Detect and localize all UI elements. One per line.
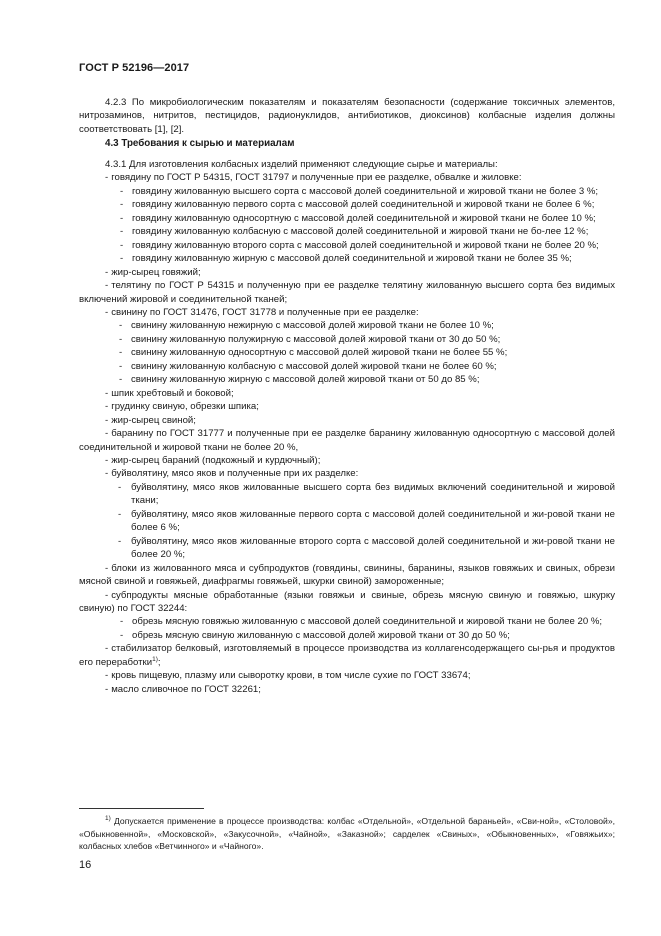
footnote-text: Допускается применение в процессе производства: колбас «Отдельной», «Отдельной бараньей», «Сви-ной», «Столовой», «Обыкновенной», «Московской», «Закусочной», «Чайной», «Заказной»; сарделек «Свиных», «Обыкновенных», «Говяжьих»; колбасных хлебов «Ветчинного» и «Чайного». [79, 816, 615, 851]
list-item: - свинину по ГОСТ 31476, ГОСТ 31778 и полученные при ее разделке: [105, 306, 419, 318]
list-item: - жир-сырец свиной; [105, 414, 196, 426]
list-item: - стабилизатор белковый, изготовляемый в процессе производства из коллагенсодержащего сы-рья и продуктов его переработки$^{1)}$; [79, 643, 615, 668]
section-heading-4-3: 4.3 Требования к сырью и материалам [105, 138, 295, 149]
footnote-separator [79, 808, 204, 809]
list-item: - говядину жилованную односортную с массовой долей соединительной и жировой ткани не более 10 %; [120, 212, 596, 224]
list-item: - буйволятину, мясо яков жилованные первого сорта с массовой долей соединительной и жи-ровой ткани не более 6 %; [118, 508, 615, 534]
list-item: - кровь пищевую, плазму или сыворотку крови, в том числе сухие по ГОСТ 33674; [105, 670, 471, 682]
list-item: - свинину жилованную полужирную с массовой долей жировой ткани от 30 до 50 %; [119, 333, 501, 345]
list-item: - говядину жилованную второго сорта с массовой долей соединительной и жировой ткани не более 20 %; [120, 239, 599, 251]
paragraph-4-2-3 [79, 96, 615, 136]
page-number: 16 [79, 859, 92, 871]
list-item: - буйволятину, мясо яков жилованные высшего сорта без видимых включений соединительной и жировой ткани; [118, 481, 615, 507]
footnote [79, 815, 615, 853]
list-item: - свинину жилованную жирную с массовой долей жировой ткани от 50 до 85 %; [119, 374, 480, 386]
materials-list [79, 158, 615, 696]
list-item: - буйволятину, мясо яков жилованные второго сорта с массовой долей соединительной и жи-ровой ткани не более 20 %; [118, 535, 615, 561]
list-item: - жир-сырец говяжий; [105, 266, 201, 278]
list-item: - субпродукты мясные обработанные (языки говяжьи и свиные, обрезь мясную свиную и говяжью, шкурку свиную) по ГОСТ 32244: [79, 589, 615, 614]
list-item: - обрезь мясную свиную жилованную с массовой долей жировой ткани от 30 до 50 %; [120, 629, 510, 641]
list-item: - говядину жилованную первого сорта с массовой долей соединительной и жировой ткани не более 6 %; [120, 199, 595, 211]
paragraph-4-2-3-text: 4.2.3 По микробиологическим показателям и показателям безопасности (содержание токсичных элементов, нитрозаминов, нитритов, пестицидов, радионуклидов, антибиотиков, диоксинов) колбасные изделия должны соответствовать [1], [2]. [79, 97, 615, 135]
footnote-reference: 1) [152, 655, 158, 663]
list-item: - свинину жилованную нежирную с массовой долей жировой ткани не более 10 %; [119, 320, 494, 332]
list-item: - говядину жилованную высшего сорта с массовой долей соединительной и жировой ткани не более 3 %; [120, 185, 599, 197]
document-header: ГОСТ Р 52196—2017 [79, 62, 190, 74]
list-item: - телятину по ГОСТ Р 54315 и полученную при ее разделке телятину жилованную высшего сорта без видимых включений жировой и соединительной тканей; [79, 280, 615, 305]
list-item: - блоки из жилованного мяса и субпродуктов (говядины, свинины, баранины, языков говяжьих и свиных, обрези мясной свиной и говяжьей, диафрагмы говяжьей, шкурки свиной) замороженные; [79, 562, 615, 588]
list-item: - говядину по ГОСТ Р 54315, ГОСТ 31797 и полученные при ее разделке, обвалке и жиловке: [105, 172, 522, 184]
list-item: - масло сливочное по ГОСТ 32261; [105, 683, 261, 695]
list-item: - свинину жилованную односортную с массовой долей жировой ткани не более 55 %; [119, 347, 508, 359]
list-item: - шпик хребтовый и боковой; [105, 387, 234, 399]
list-item: - грудинку свиную, обрезки шпика; [105, 401, 259, 413]
list-item: - баранину по ГОСТ 31777 и полученные при ее разделке баранину жилованную односортную с массовой долей соединительной и жировой ткани не более 20 %, [79, 428, 615, 453]
list-item: - жир-сырец бараний (подкожный и курдючный); [105, 454, 321, 466]
list-item: - свинину жилованную колбасную с массовой долей жировой ткани не более 60 %; [119, 360, 497, 372]
list-item: - буйволятину, мясо яков и полученные при их разделке: [105, 468, 359, 480]
list-item: - говядину жилованную жирную с массовой долей соединительной и жировой ткани не более 35 %; [120, 253, 572, 265]
list-item: - говядину жилованную колбасную с массовой долей соединительной и жировой ткани не бо-лее 12 %; [120, 226, 589, 238]
paragraph-4-3-1: 4.3.1 Для изготовления колбасных изделий применяют следующие сырье и материалы: [105, 159, 498, 170]
footnote-marker: 1) [105, 815, 111, 823]
list-item: - обрезь мясную говяжью жилованную с массовой долей соединительной и жировой ткани не более 20 %; [120, 616, 603, 628]
